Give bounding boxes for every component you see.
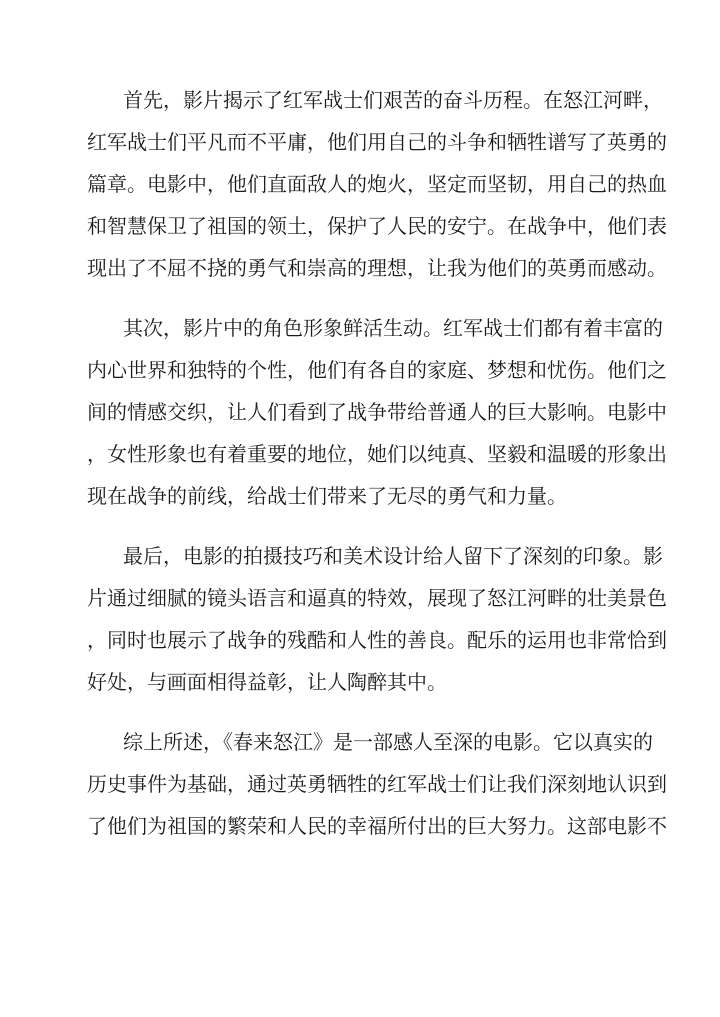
paragraph-2-line-2: 内心世界和独特的个性，他们有各自的家庭、梦想和忧伤。他们之	[87, 358, 667, 382]
paragraph-4-line-2: 历史事件为基础，通过英勇牺牲的红军战士们让我们深刻地认识到	[87, 772, 667, 796]
paragraph-4-line-1: 综上所述，《春来怒江》是一部感人至深的电影。它以真实的	[123, 730, 653, 754]
paragraph-3-line-1: 最后，电影的拍摄技巧和美术设计给人留下了深刻的印象。影	[123, 544, 663, 568]
paragraph-1-line-3: 篇章。电影中，他们直面敌人的炮火，坚定而坚韧，用自己的热血	[87, 172, 667, 196]
paragraph-1-line-5: 现出了不屈不挠的勇气和崇高的理想，让我为他们的英勇而感动。	[87, 256, 667, 280]
paragraph-2-line-1: 其次，影片中的角色形象鲜活生动。红军战士们都有着丰富的	[123, 316, 663, 340]
paragraph-4-line-3: 了他们为祖国的繁荣和人民的幸福所付出的巨大努力。这部电影不	[87, 814, 667, 838]
paragraph-3-line-2: 片通过细腻的镜头语言和逼真的特效，展现了怒江河畔的壮美景色	[87, 586, 667, 610]
paragraph-1-line-1: 首先，影片揭示了红军战士们艰苦的奋斗历程。在怒江河畔，	[123, 88, 663, 112]
paragraph-2-line-4: ，女性形象也有着重要的地位，她们以纯真、坚毅和温暖的形象出	[87, 442, 667, 466]
paragraph-2-line-5: 现在战争的前线，给战士们带来了无尽的勇气和力量。	[87, 484, 567, 508]
paragraph-3-line-4: 好处，与画面相得益彰，让人陶醉其中。	[87, 670, 447, 694]
paragraph-3-line-3: ，同时也展示了战争的残酷和人性的善良。配乐的运用也非常恰到	[87, 628, 667, 652]
paragraph-1-line-2: 红军战士们平凡而不平庸，他们用自己的斗争和牺牲谱写了英勇的	[87, 130, 667, 154]
paragraph-2-line-3: 间的情感交织，让人们看到了战争带给普通人的巨大影响。电影中	[87, 400, 667, 424]
paragraph-1-line-4: 和智慧保卫了祖国的领土，保护了人民的安宁。在战争中，他们表	[87, 214, 667, 238]
